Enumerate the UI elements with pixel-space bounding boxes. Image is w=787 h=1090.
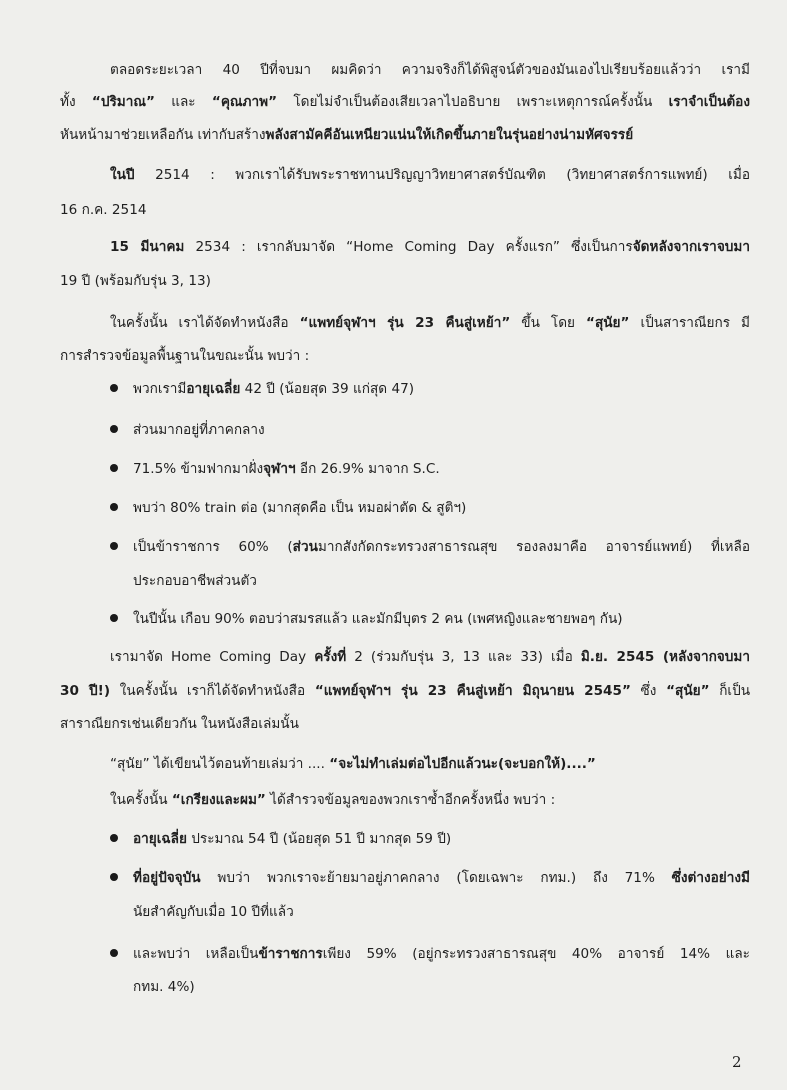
paragraph-2-line-2: 16 ก.ค. 2514 bbox=[60, 202, 147, 218]
text: อีก 26.9% มาจาก S.C. bbox=[295, 461, 440, 477]
bullet-icon bbox=[110, 464, 118, 472]
bullet-2-1 bbox=[133, 830, 451, 848]
text: จำเป็นต้องเสียเวลาไปอธิบาย เพราะเหตุการณ์ครั้งนั้น bbox=[333, 94, 669, 110]
text: 71.5% ข้ามฟากมาฝั่ง bbox=[133, 461, 264, 477]
bullet-1-2: ส่วนมากอยู่ที่ภาคกลาง bbox=[133, 422, 265, 438]
text-bold: อายุเฉลี่ย bbox=[133, 831, 187, 847]
paragraph-7-line-1 bbox=[110, 791, 555, 809]
text-bold: ในปี bbox=[110, 167, 135, 183]
text-bold: อายุเฉลี่ย bbox=[186, 381, 241, 397]
paragraph-1-line-1: ตลอดระยะเวลา 40 ปีที่จบมา ผมคิดว่า ความจริงก็ได้พิสูจน์ตัวของมันเองไปเรียบร้อยแล้วว่า เรามี bbox=[110, 62, 750, 78]
bullet-1-4: พบว่า 80% train ต่อ (มากสุดคือ เป็น หมอผ่าตัด & สูติฯ) bbox=[133, 500, 467, 516]
text: ในครั้งนั้น bbox=[110, 792, 172, 808]
text-bold: “เกรียงและผม” bbox=[171, 792, 266, 808]
text-bold: ข้าราชการ bbox=[258, 946, 323, 962]
text-bold: ซึ่งต่างอย่างมี bbox=[671, 870, 750, 886]
text: 2534 : เรากลับมาจัด “Home Coming Day ครั้งแรก” ซึ่งเป็นการ bbox=[184, 239, 633, 255]
bullet-1-6: ในปีนั้น เกือบ 90% ตอบว่าสมรสแล้ว และมักมีบุตร 2 คน (เพศหญิงและชายพอๆ กัน) bbox=[133, 611, 623, 627]
text: และพบว่า เหลือเป็น bbox=[133, 946, 259, 962]
text: ก็เป็น bbox=[709, 683, 750, 699]
text-bold: ที่อยู่ปัจจุบัน bbox=[133, 870, 201, 886]
text-bold: ครั้งที่ bbox=[314, 649, 347, 665]
paragraph-5-line-2 bbox=[60, 682, 750, 700]
text: 2514 : พวกเราได้รับพระราชทานปริญญาวิทยาศาสตร์บัณฑิต (วิทยาศาสตร์การแพทย์) เมื่อ bbox=[134, 167, 750, 183]
text-bold: ส่วน bbox=[292, 539, 318, 555]
bullet-2-2-cont: นัยสำคัญกับเมื่อ 10 ปีที่แล้ว bbox=[133, 904, 294, 920]
text: พวกเรามี bbox=[133, 381, 187, 397]
text-bold: 30 ปี!) bbox=[60, 683, 111, 699]
text-bold: “แพทย์จุฬาฯ รุ่น 23 คืนสู่เหย้า มิถุนายน 2545” bbox=[314, 683, 631, 699]
paragraph-6-line-1 bbox=[110, 755, 596, 773]
text: ประมาณ 54 ปี (น้อยสุด 51 ปี มากสุด 59 ปี) bbox=[186, 831, 452, 847]
text-bold: มิ.ย. 2545 (หลังจากจบมา bbox=[580, 649, 750, 665]
paragraph-4-line-1 bbox=[110, 314, 750, 332]
text-bold: พลังสามัคคีอันเหนียวแน่นให้เกิดขึ้นภายในรุ่นอย่างน่าม bbox=[265, 127, 586, 143]
text: เพียง 59% (อยู่กระทรวงสาธารณสุข 40% อาจารย์ 14% และ bbox=[322, 946, 750, 962]
text: ทั้ง bbox=[60, 94, 92, 110]
text-bold: “ปริมาณ” bbox=[91, 94, 155, 110]
text: หันหน้ามาช่วยเหลือกัน เท่ากับสร้าง bbox=[60, 127, 266, 143]
text-bold: จุฬาฯ bbox=[263, 461, 296, 477]
bullet-icon bbox=[110, 425, 118, 433]
bullet-2-3 bbox=[133, 945, 750, 963]
bullet-1-3 bbox=[133, 460, 440, 478]
text: ในครั้งนั้น เราก็ได้จัดทำหนังสือ bbox=[110, 683, 315, 699]
text-bold: จัดหลังจากเราจบมา bbox=[632, 239, 751, 255]
text: “สุนัย” ได้เขียนไว้ตอนท้ายเล่มว่า .... bbox=[110, 756, 330, 772]
bullet-1-1 bbox=[133, 380, 414, 398]
bullet-icon bbox=[110, 503, 118, 511]
text: พบว่า พวกเราจะย้ายมาอยู่ภาคกลาง (โดยเฉพาะ กทม.) ถึง 71% bbox=[200, 870, 672, 886]
text: เป็นข้าราชการ 60% ( bbox=[133, 539, 293, 555]
page-number: 2 bbox=[732, 1053, 742, 1071]
text-bold: “คุณภาพ” bbox=[211, 94, 278, 110]
bullet-2-2 bbox=[133, 869, 750, 887]
bullet-2-3-cont: กทม. 4%) bbox=[133, 979, 195, 995]
bullet-icon bbox=[110, 949, 118, 957]
text: ขึ้น โดย bbox=[510, 315, 587, 331]
text: เป็นสาราณียกร มี bbox=[629, 315, 750, 331]
bullet-icon bbox=[110, 542, 118, 550]
bullet-icon bbox=[110, 384, 118, 392]
text-bold: “สุนัย” bbox=[666, 683, 710, 699]
text: เรามาจัด Home Coming Day bbox=[110, 649, 315, 665]
paragraph-4-line-2: การสำรวจข้อมูลพื้นฐานในขณะนั้น พบว่า : bbox=[60, 348, 310, 364]
paragraph-3-line-2: 19 ปี (พร้อมกับรุ่น 3, 13) bbox=[60, 273, 211, 289]
paragraph-5-line-1 bbox=[110, 648, 750, 666]
paragraph-5-line-3: สาราณียกรเช่นเดียวกัน ในหนังสือเล่มนั้น bbox=[60, 716, 299, 732]
bullet-1-5-cont: ประกอบอาชีพส่วนตัว bbox=[133, 573, 257, 589]
text-bold: เราจำเป็นต้อง bbox=[668, 94, 750, 110]
text: มากสังกัดกระทรวงสาธารณสุข รองลงมาคือ อาจารย์แพทย์) ที่เหลือ bbox=[317, 539, 751, 555]
text-bold: 15 มีนาคม bbox=[110, 239, 185, 255]
text: ในครั้งนั้น เราได้จัดทำหนังสือ bbox=[110, 315, 300, 331]
paragraph-2-line-1 bbox=[110, 166, 750, 184]
paragraph-1-line-2 bbox=[60, 93, 750, 111]
paragraph-3-line-1 bbox=[110, 238, 750, 256]
text: 42 ปี (น้อยสุด 39 แก่สุด 47) bbox=[240, 381, 415, 397]
bullet-icon bbox=[110, 614, 118, 622]
text-bold: “สุนัย” bbox=[586, 315, 630, 331]
text-bold: หัศจรรย์ bbox=[585, 127, 634, 143]
text-bold: “จะไม่ทำเล่มต่อไปอีกแล้วนะ(จะบอกให้)....” bbox=[329, 756, 596, 772]
paragraph-1-line-3 bbox=[60, 126, 633, 144]
text: ซึ่ง bbox=[630, 683, 667, 699]
bullet-1-5 bbox=[133, 538, 750, 556]
bullet-icon bbox=[110, 834, 118, 842]
text-bold: ได้สำรวจข้อมูลของพวกเราซ้ำอีกครั้งหนึ่ง พบว่า : bbox=[265, 792, 556, 808]
text: โดยไม่ bbox=[277, 94, 334, 110]
bullet-icon bbox=[110, 873, 118, 881]
text-bold: “แพทย์จุฬาฯ รุ่น 23 คืนสู่เหย้า” bbox=[299, 315, 511, 331]
text: 2 (ร่วมกับรุ่น 3, 13 และ 33) เมื่อ bbox=[346, 649, 581, 665]
text: และ bbox=[154, 94, 212, 110]
